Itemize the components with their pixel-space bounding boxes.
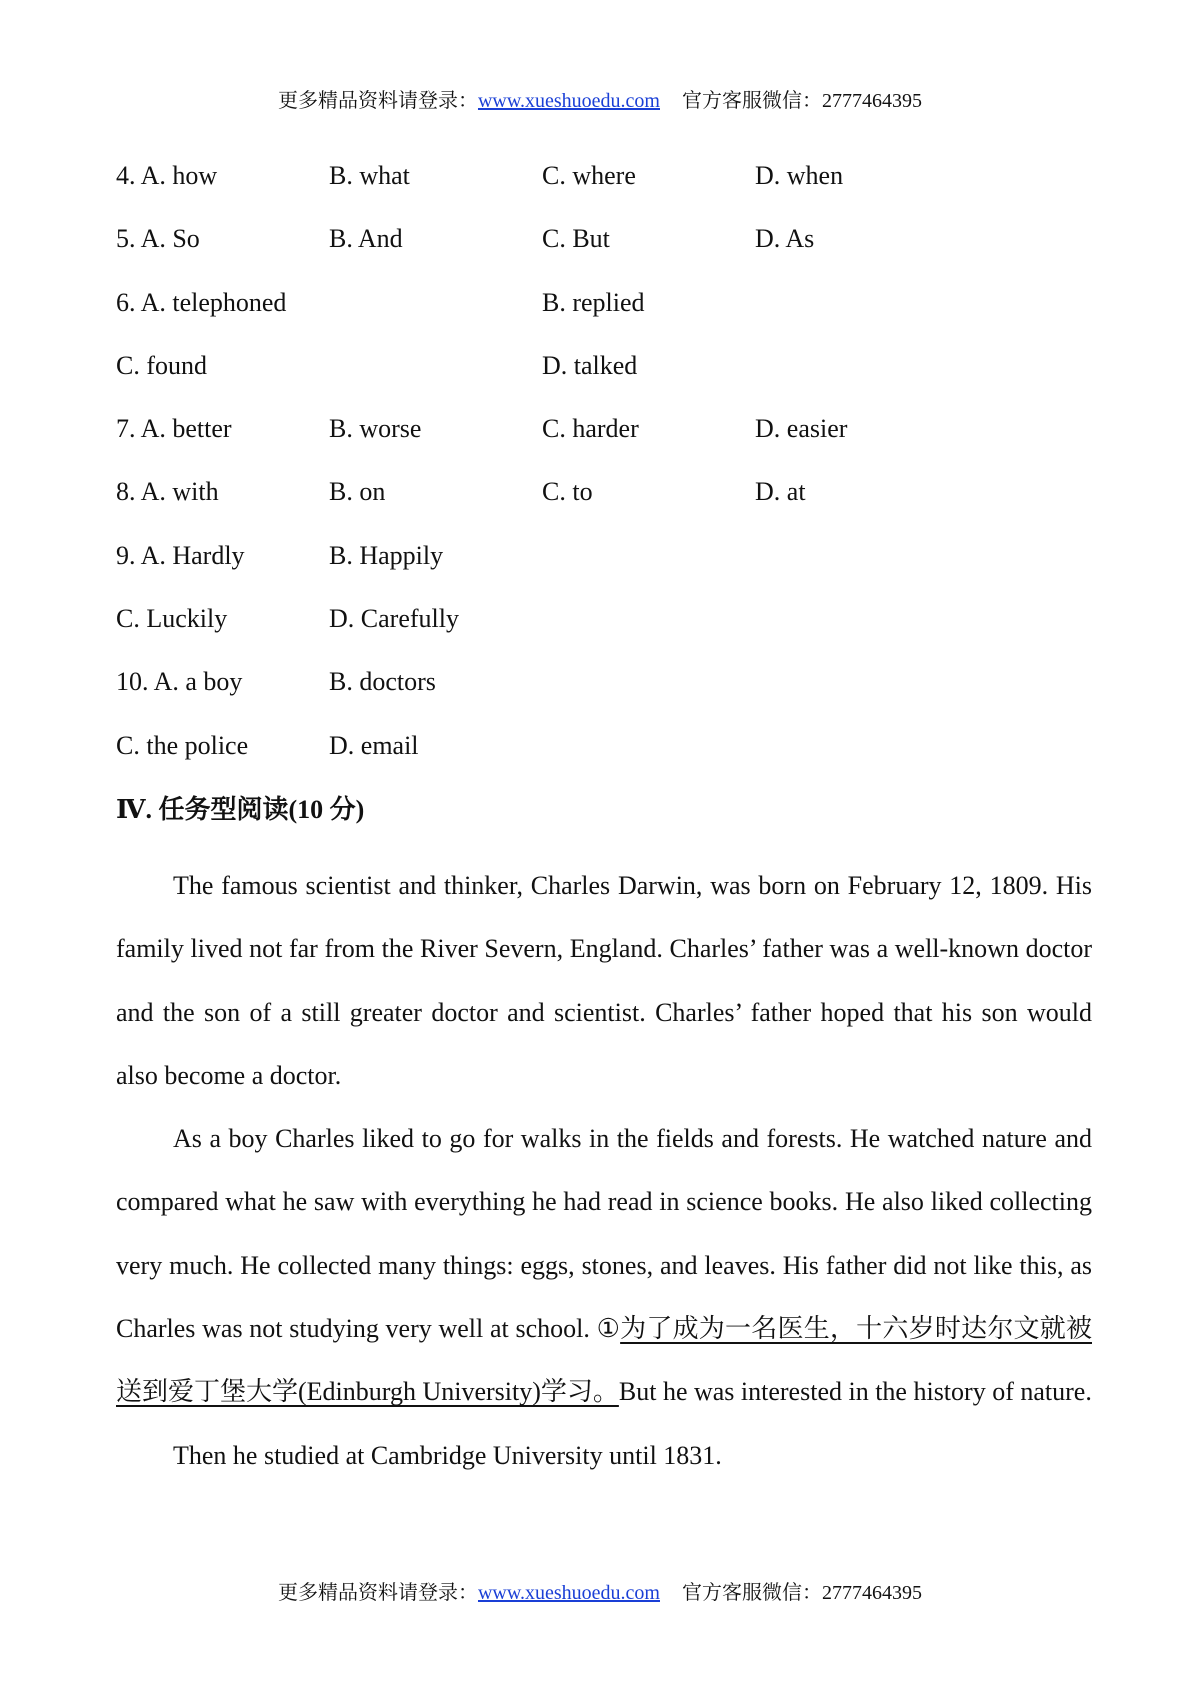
option: B. what — [329, 161, 410, 190]
passage-paragraph-1: The famous scientist and thinker, Charles Darwin, was born on February 12, 1809. His family lived not far from the River Severn, England. Charles’ father was a well-known doctor and the son of a still greater doctor and scientist. Charles’ father hoped that his son would also become a doctor. — [116, 871, 1092, 1090]
reading-passage — [116, 854, 1092, 1487]
option: C. Luckily — [116, 604, 228, 634]
options-row-7 — [116, 409, 1096, 472]
footer-website-link[interactable]: www.xueshuoedu.com — [477, 1582, 660, 1604]
passage-paragraph-2 — [116, 1107, 1092, 1423]
option: 7. A. better — [116, 414, 232, 444]
footer-prefix: 更多精品资料请登录： — [277, 1582, 478, 1604]
paragraph-2-text: As a boy Charles liked to go for walks in the fields and forests. He watched nature and compared what he saw with everything he had read in science books. He also liked collecting very much. He collected many things: eggs, stones, and leaves. His father did not like this, as Charles was not studying very well at school. ① — [116, 1124, 1092, 1344]
option: B. replied — [542, 287, 645, 317]
option: B. worse — [329, 414, 422, 444]
option: C. the police — [116, 730, 249, 760]
option: 6. A. telephoned — [116, 287, 287, 317]
options-row-4 — [116, 156, 1096, 219]
options-row-10b — [116, 726, 1096, 789]
options-row-10a — [116, 662, 1096, 725]
option: C. to — [542, 477, 593, 507]
options-row-8 — [116, 472, 1096, 535]
section-title: Ⅳ. 任务型阅读(10 分) — [116, 795, 365, 824]
option: C. But — [542, 224, 610, 254]
option: C. found — [116, 350, 207, 380]
option: D. Carefully — [329, 604, 459, 634]
passage-paragraph-3: Then he studied at Cambridge University until 1831. — [173, 1440, 722, 1470]
option: D. when — [755, 161, 844, 190]
translation-prompt: 为了成为一名医生，十六岁时达尔文就被送到爱丁堡大学(Edinburgh University)学习。 — [116, 1314, 1092, 1407]
option: B. Happily — [329, 540, 444, 570]
options-row-9a — [116, 536, 1096, 599]
option: 9. A. Hardly — [116, 540, 245, 570]
option: D. As — [755, 224, 815, 254]
page-header — [0, 88, 1200, 114]
options-row-6a — [116, 283, 1096, 346]
option: 4. A. how — [116, 161, 218, 190]
option: B. on — [329, 477, 386, 507]
option: B. And — [329, 224, 403, 254]
options-row-6b — [116, 346, 1096, 409]
option: D. at — [755, 477, 806, 507]
header-website-link[interactable]: www.xueshuoedu.com — [477, 90, 660, 112]
option: D. email — [329, 730, 419, 760]
option: C. where — [542, 161, 636, 190]
options-row-9b — [116, 599, 1096, 662]
header-service: 官方客服微信：2777464395 — [682, 90, 922, 112]
footer-service: 官方客服微信：2777464395 — [682, 1582, 922, 1604]
option: C. harder — [542, 414, 639, 444]
header-prefix: 更多精品资料请登录： — [277, 90, 478, 112]
option: B. doctors — [329, 667, 436, 697]
answer-options — [116, 156, 1096, 789]
option: D. easier — [755, 414, 848, 444]
options-row-5 — [116, 219, 1096, 282]
page-footer — [0, 1580, 1200, 1606]
option: D. talked — [542, 350, 638, 380]
paragraph-2-tail: But he was interested in the history of nature. — [618, 1377, 1092, 1407]
option: 10. A. a boy — [116, 667, 243, 697]
option: 8. A. with — [116, 477, 219, 507]
option: 5. A. So — [116, 224, 200, 254]
